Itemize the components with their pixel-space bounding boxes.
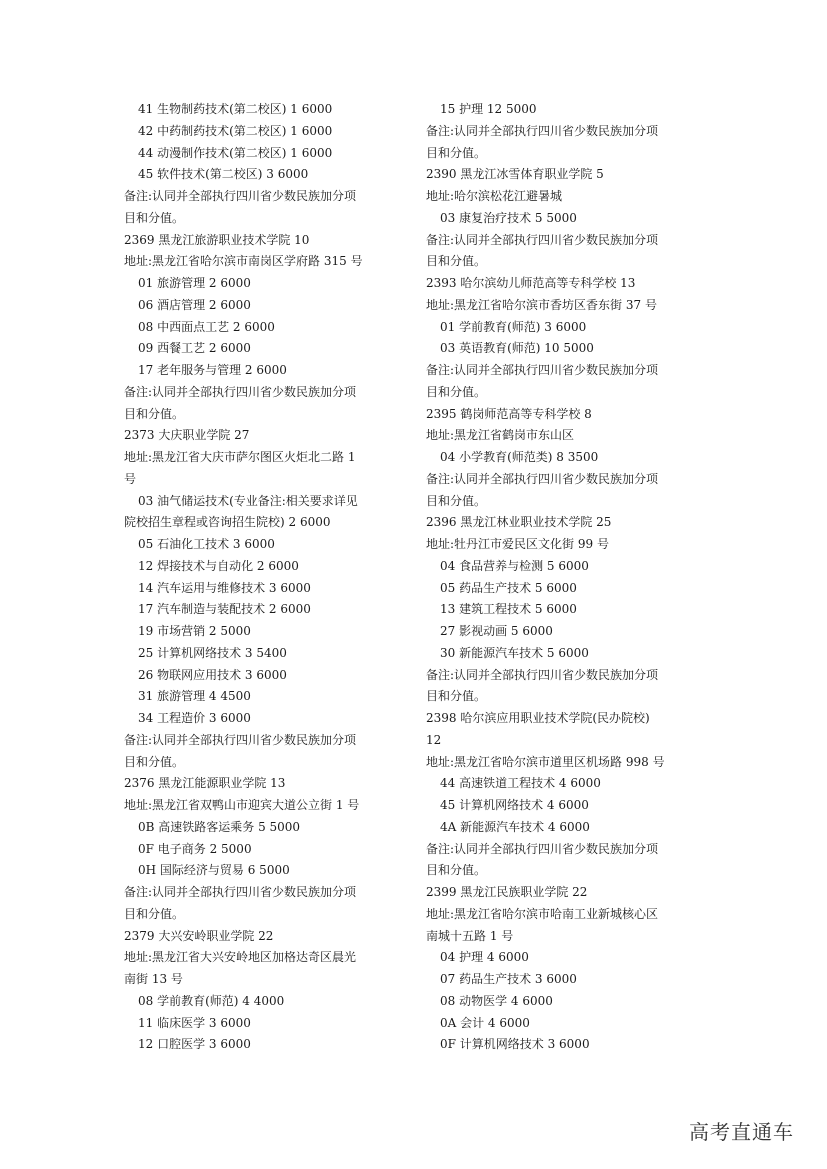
text-line: 目和分值。	[426, 384, 487, 399]
text-line: 2393 哈尔滨幼儿师范高等专科学校 13	[426, 276, 636, 290]
text-line: 09 西餐工艺 2 6000	[138, 341, 251, 356]
text-line: 0B 高速铁路客运乘务 5 5000	[138, 819, 301, 834]
text-line: 05 药品生产技术 5 6000	[440, 580, 577, 595]
text-line: 14 汽车运用与维修技术 3 6000	[138, 580, 311, 595]
text-line: 19 市场营销 2 5000	[138, 624, 251, 638]
text-line: 2399 黑龙江民族职业学院 22	[426, 885, 588, 899]
text-line: 2379 大兴安岭职业学院 22	[124, 928, 274, 943]
text-line: 0A 会计 4 6000	[440, 1015, 530, 1030]
text-line: 目和分值。	[426, 145, 487, 160]
text-line: 地址:黑龙江省大兴安岭地区加格达奇区晨光	[124, 950, 357, 965]
right-column	[426, 99, 706, 1056]
text-line: 2398 哈尔滨应用职业技术学院(民办院校)	[426, 711, 650, 725]
text-line: 15 护理 12 5000	[440, 102, 537, 116]
text-line: 0F 计算机网络技术 3 6000	[440, 1037, 590, 1052]
text-line: 目和分值。	[124, 906, 185, 921]
text-line: 备注:认同并全部执行四川省少数民族加分项	[124, 384, 357, 399]
text-line: 03 英语教育(师范) 10 5000	[440, 341, 594, 356]
text-line: 地址:牡丹江市爱民区文化街 99 号	[426, 537, 609, 551]
text-line: 12 焊接技术与自动化 2 6000	[138, 558, 299, 573]
text-line: 45 计算机网络技术 4 6000	[440, 798, 589, 812]
text-line: 0F 电子商务 2 5000	[138, 841, 252, 856]
text-line: 17 老年服务与管理 2 6000	[138, 363, 287, 377]
text-line: 地址:黑龙江省哈尔滨市南岗区学府路 315 号	[124, 254, 363, 269]
text-line: 34 工程造价 3 6000	[138, 711, 251, 725]
text-line: 17 汽车制造与装配技术 2 6000	[138, 602, 311, 617]
text-line: 01 学前教育(师范) 3 6000	[440, 319, 587, 334]
text-line: 08 动物医学 4 6000	[440, 993, 553, 1008]
text-line: 备注:认同并全部执行四川省少数民族加分项	[426, 363, 659, 377]
text-line: 目和分值。	[426, 254, 487, 269]
text-line: 目和分值。	[426, 863, 487, 878]
text-line: 地址:黑龙江省鹤岗市东山区	[426, 428, 575, 443]
text-line: 04 食品营养与检测 5 6000	[440, 558, 589, 573]
text-line: 03 油气储运技术(专业备注:相关要求详见	[138, 493, 358, 508]
text-line: 地址:黑龙江省哈尔滨市哈南工业新城核心区	[426, 906, 659, 921]
text-line: 号	[124, 471, 137, 486]
text-line: 目和分值。	[426, 689, 487, 704]
text-line: 地址:哈尔滨松花江避暑城	[426, 189, 563, 203]
text-line: 0H 国际经济与贸易 6 5000	[138, 863, 290, 878]
text-line: 2390 黑龙江冰雪体育职业学院 5	[426, 167, 604, 182]
text-line: 备注:认同并全部执行四川省少数民族加分项	[426, 232, 659, 247]
text-line: 目和分值。	[124, 754, 185, 769]
text-line: 2376 黑龙江能源职业学院 13	[124, 776, 286, 791]
watermark-logo: 高考直通车	[689, 1120, 794, 1144]
text-line: 27 影视动画 5 6000	[440, 624, 553, 638]
text-line: 2369 黑龙江旅游职业技术学院 10	[124, 232, 310, 247]
text-line: 26 物联网应用技术 3 6000	[138, 667, 287, 682]
text-line: 4A 新能源汽车技术 4 6000	[440, 819, 590, 834]
text-line: 44 高速铁道工程技术 4 6000	[440, 776, 601, 791]
text-line: 备注:认同并全部执行四川省少数民族加分项	[124, 732, 357, 747]
text-line: 04 护理 4 6000	[440, 950, 529, 965]
text-line: 2373 大庆职业学院 27	[124, 428, 250, 443]
text-line: 目和分值。	[426, 493, 487, 508]
text-line: 备注:认同并全部执行四川省少数民族加分项	[124, 885, 357, 899]
text-line: 地址:黑龙江省哈尔滨市香坊区香东街 37 号	[426, 297, 657, 312]
text-line: 地址:黑龙江省大庆市萨尔图区火炬北二路 1	[124, 450, 356, 464]
text-line: 41 生物制药技术(第二校区) 1 6000	[138, 102, 333, 116]
text-line: 备注:认同并全部执行四川省少数民族加分项	[426, 667, 659, 682]
text-line: 01 旅游管理 2 6000	[138, 276, 251, 290]
text-line: 42 中药制药技术(第二校区) 1 6000	[138, 123, 333, 138]
text-line: 03 康复治疗技术 5 5000	[440, 210, 577, 225]
text-line: 备注:认同并全部执行四川省少数民族加分项	[124, 189, 357, 203]
text-line: 地址:黑龙江省哈尔滨市道里区机场路 998 号	[426, 754, 665, 769]
text-line: 08 学前教育(师范) 4 4000	[138, 993, 285, 1008]
text-line: 12	[426, 732, 442, 747]
text-line: 南城十五路 1 号	[426, 928, 514, 943]
text-line: 院校招生章程或咨询招生院校) 2 6000	[124, 515, 331, 530]
text-line: 地址:黑龙江省双鸭山市迎宾大道公立街 1 号	[124, 798, 360, 812]
text-line: 45 软件技术(第二校区) 3 6000	[138, 167, 309, 182]
text-line: 备注:认同并全部执行四川省少数民族加分项	[426, 471, 659, 486]
text-line: 04 小学教育(师范类) 8 3500	[440, 450, 599, 464]
text-line: 南街 13 号	[124, 972, 183, 986]
text-line: 30 新能源汽车技术 5 6000	[440, 645, 589, 660]
text-line: 12 口腔医学 3 6000	[138, 1037, 251, 1052]
text-line: 25 计算机网络技术 3 5400	[138, 645, 287, 660]
text-line: 08 中西面点工艺 2 6000	[138, 319, 275, 334]
text-line: 2395 鹤岗师范高等专科学校 8	[426, 406, 592, 421]
text-line: 目和分值。	[124, 406, 185, 421]
text-line: 06 酒店管理 2 6000	[138, 297, 251, 312]
text-line: 07 药品生产技术 3 6000	[440, 972, 577, 986]
text-line: 05 石油化工技术 3 6000	[138, 537, 275, 551]
text-line: 44 动漫制作技术(第二校区) 1 6000	[138, 145, 333, 160]
text-line: 13 建筑工程技术 5 6000	[440, 602, 577, 617]
text-line: 2396 黑龙江林业职业技术学院 25	[426, 515, 612, 530]
left-column	[124, 99, 402, 1056]
text-line: 目和分值。	[124, 210, 185, 225]
text-line: 备注:认同并全部执行四川省少数民族加分项	[426, 123, 659, 138]
text-line: 31 旅游管理 4 4500	[138, 689, 251, 704]
text-line: 备注:认同并全部执行四川省少数民族加分项	[426, 841, 659, 856]
text-line: 11 临床医学 3 6000	[138, 1015, 251, 1030]
